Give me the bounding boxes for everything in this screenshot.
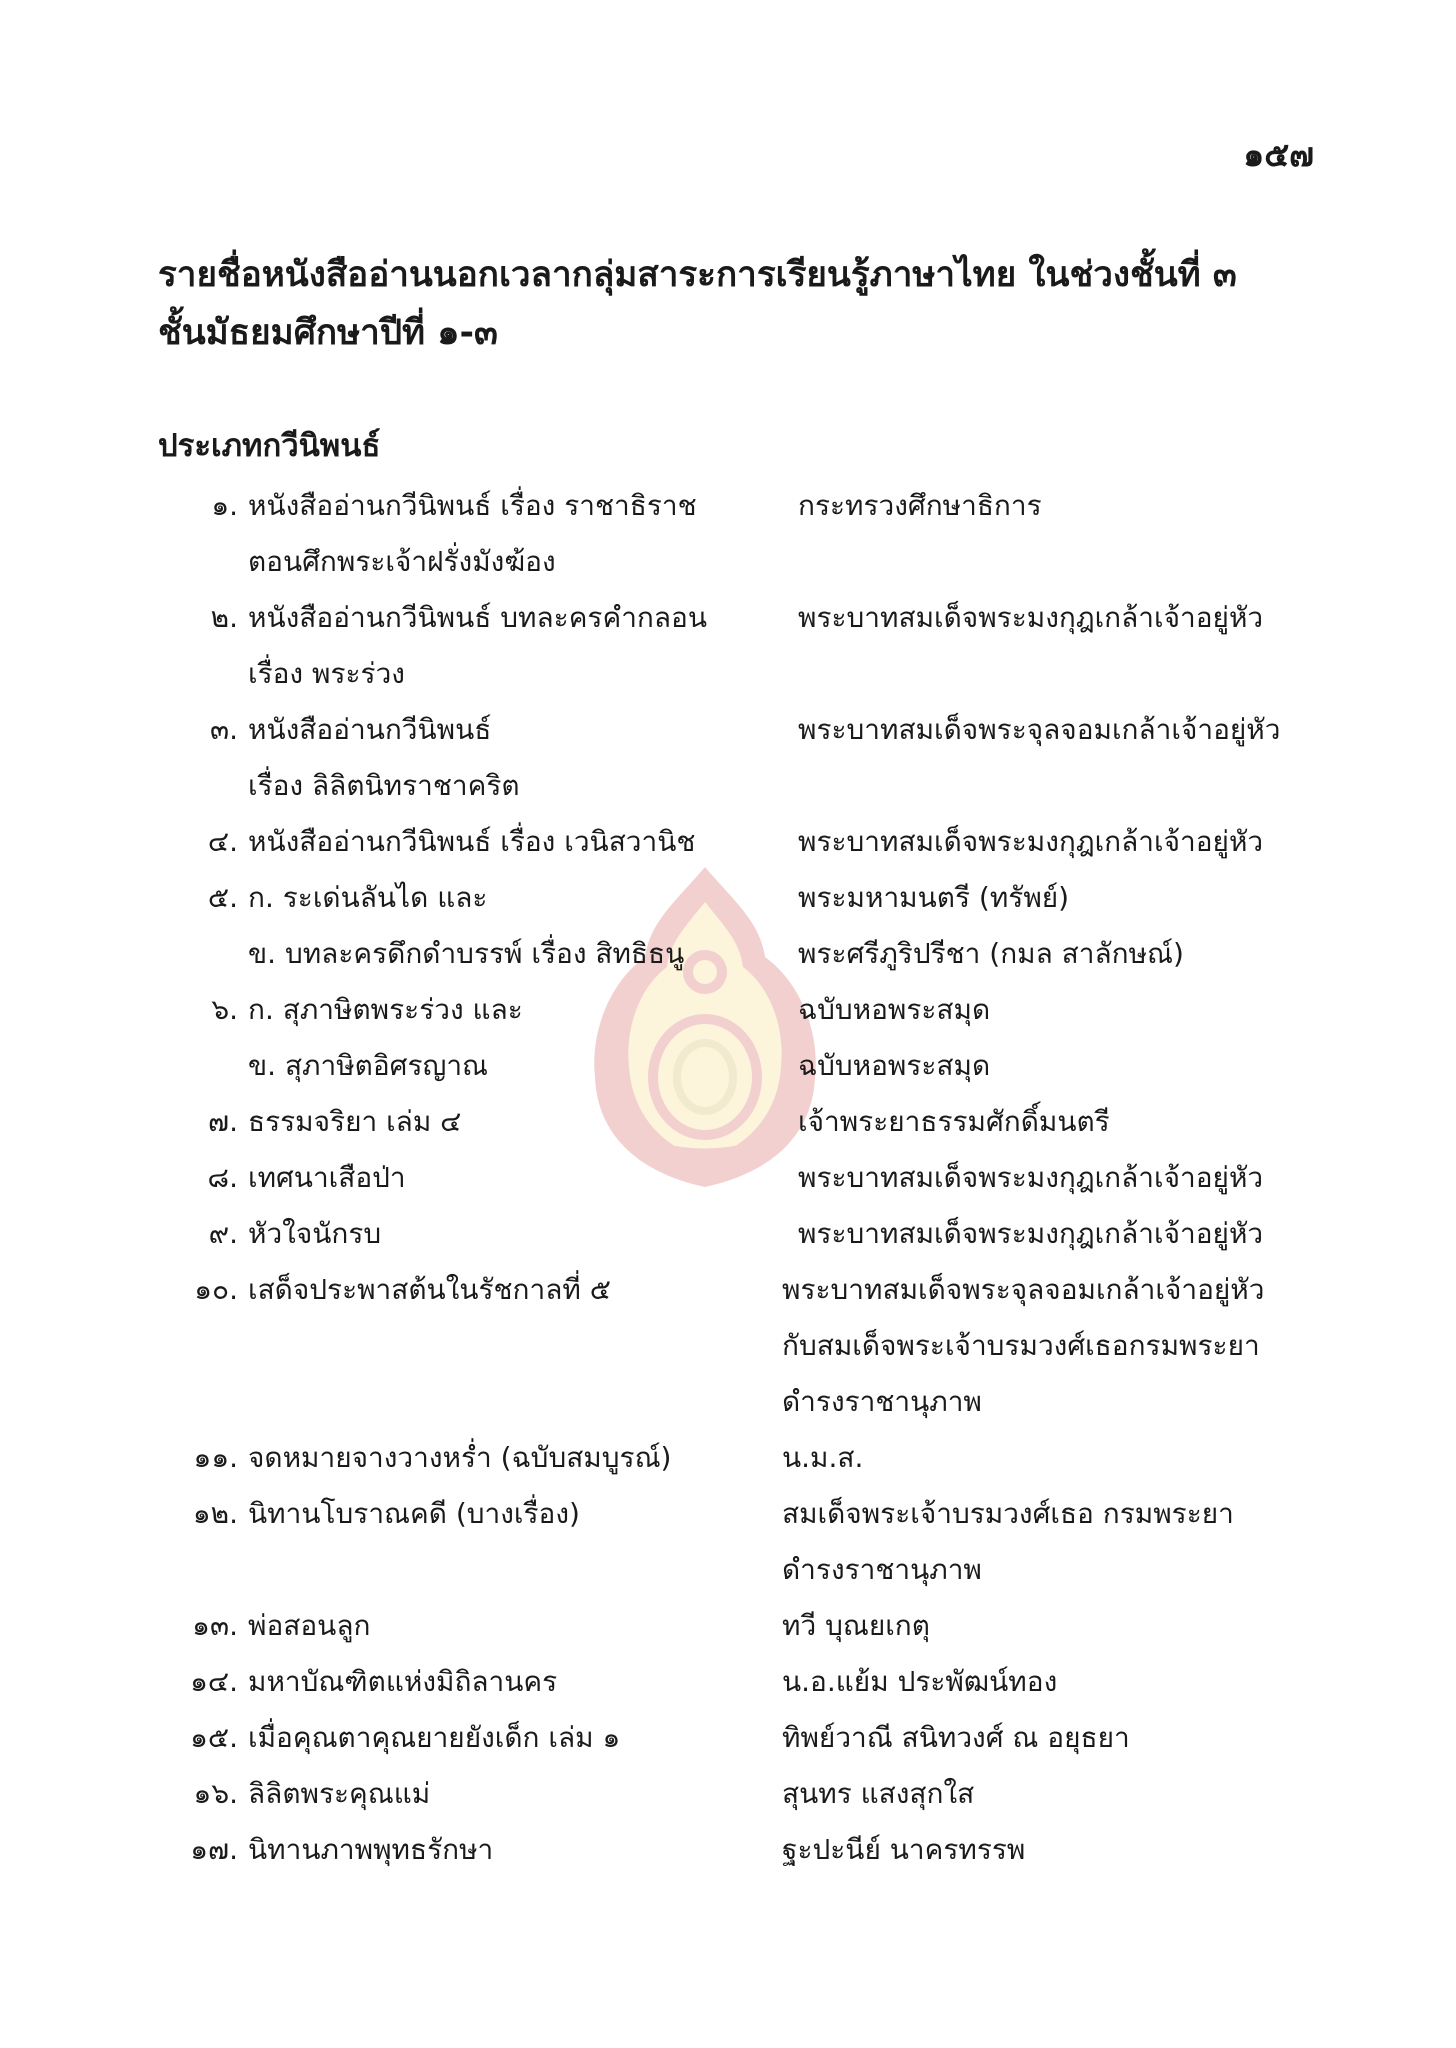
list-item (158, 1766, 1338, 1822)
item-author: พระบาทสมเด็จพระจุลจอมเกล้าเจ้าอยู่หัว (782, 1273, 1265, 1306)
list-item (158, 646, 1338, 702)
item-title: เทศนาเสือป่า (248, 1161, 406, 1194)
item-author: พระบาทสมเด็จพระจุลจอมเกล้าเจ้าอยู่หัว (798, 713, 1281, 746)
item-number: ๒. (210, 601, 238, 634)
item-author: ทิพย์วาณี สนิทวงศ์ ณ อยุธยา (782, 1721, 1130, 1754)
item-number: ๑๖. (193, 1777, 238, 1810)
item-author: เจ้าพระยาธรรมศักดิ์มนตรี (798, 1105, 1110, 1138)
list-item (158, 1542, 1338, 1598)
item-title: ข. บทละครดึกดำบรรพ์ เรื่อง สิทธิธนู (248, 937, 685, 970)
item-title: ข. สุภาษิตอิศรญาณ (248, 1049, 489, 1082)
list-item (158, 926, 1338, 982)
page-number: ๑๕๗ (1243, 135, 1314, 174)
item-number: ๑๔. (190, 1665, 238, 1698)
item-author: พระศรีภูริปรีชา (กมล สาลักษณ์) (798, 937, 1184, 970)
list-item (158, 1262, 1338, 1318)
list-item (158, 870, 1338, 926)
item-title: หนังสืออ่านกวีนิพนธ์ เรื่อง เวนิสวานิช (248, 825, 696, 858)
item-author: ฐะปะนีย์ นาครทรรพ (782, 1833, 1026, 1866)
page-title (158, 246, 1338, 362)
list-item (158, 814, 1338, 870)
item-author: น.อ.แย้ม ประพัฒน์ทอง (782, 1665, 1058, 1698)
list-item (158, 1094, 1338, 1150)
item-title: หนังสืออ่านกวีนิพนธ์ (248, 713, 492, 746)
list-item (158, 1710, 1338, 1766)
item-number: ๖. (211, 993, 238, 1026)
item-title: หนังสืออ่านกวีนิพนธ์ บทละครคำกลอน (248, 601, 707, 634)
item-number: ๑๐. (194, 1273, 238, 1306)
book-list (158, 478, 1338, 1878)
item-number: ๔. (207, 825, 238, 858)
item-title: หนังสืออ่านกวีนิพนธ์ เรื่อง ราชาธิราช (248, 489, 697, 522)
list-item (158, 1486, 1338, 1542)
list-item (158, 1318, 1338, 1374)
list-item (158, 758, 1338, 814)
section-heading: ประเภทกวีนิพนธ์ (158, 428, 381, 464)
item-title: พ่อสอนลูก (248, 1609, 371, 1642)
item-title: เรื่อง ลิลิตนิทราชาคริต (248, 769, 520, 802)
list-item (158, 1374, 1338, 1430)
item-number: ๘. (207, 1161, 238, 1194)
item-author: พระบาทสมเด็จพระมงกุฎเกล้าเจ้าอยู่หัว (798, 1217, 1264, 1250)
list-item (158, 1038, 1338, 1094)
list-item (158, 702, 1338, 758)
item-title: ธรรมจริยา เล่ม ๔ (248, 1105, 462, 1138)
item-title: เสด็จประพาสต้นในรัชกาลที่ ๕ (248, 1273, 611, 1306)
item-number: ๑. (211, 489, 238, 522)
list-item (158, 534, 1338, 590)
list-item (158, 1150, 1338, 1206)
item-title: ก. ระเด่นลันได และ (248, 881, 488, 914)
item-author: พระมหามนตรี (ทรัพย์) (798, 881, 1070, 914)
item-number: ๑๗. (190, 1833, 238, 1866)
list-item (158, 1598, 1338, 1654)
list-item (158, 1654, 1338, 1710)
item-title: ลิลิตพระคุณแม่ (248, 1777, 431, 1810)
item-title: นิทานโบราณคดี (บางเรื่อง) (248, 1497, 580, 1530)
item-author: ฉบับหอพระสมุด (798, 1049, 991, 1082)
item-author: ดำรงราชานุภาพ (782, 1553, 982, 1586)
item-author: กับสมเด็จพระเจ้าบรมวงศ์เธอกรมพระยา (782, 1329, 1260, 1362)
item-author: พระบาทสมเด็จพระมงกุฎเกล้าเจ้าอยู่หัว (798, 825, 1264, 858)
list-item (158, 590, 1338, 646)
title-line-1: รายชื่อหนังสืออ่านนอกเวลากลุ่มสาระการเรียนรู้ภาษาไทย ในช่วงชั้นที่ ๓ (158, 255, 1237, 295)
list-item (158, 982, 1338, 1038)
item-author: กระทรวงศึกษาธิการ (798, 489, 1042, 522)
item-number: ๙. (208, 1217, 238, 1250)
item-author: ทวี บุณยเกตุ (782, 1609, 930, 1642)
item-author: สุนทร แสงสุกใส (782, 1777, 975, 1810)
item-title: มหาบัณฑิตแห่งมิถิลานคร (248, 1665, 558, 1698)
list-item (158, 1430, 1338, 1486)
item-author: สมเด็จพระเจ้าบรมวงศ์เธอ กรมพระยา (782, 1497, 1234, 1530)
item-number: ๗. (208, 1105, 238, 1138)
item-number: ๑๒. (192, 1497, 238, 1530)
item-title: ก. สุภาษิตพระร่วง และ (248, 993, 523, 1026)
item-title: จดหมายจางวางหร่ำ (ฉบับสมบูรณ์) (248, 1441, 672, 1474)
item-author: ดำรงราชานุภาพ (782, 1385, 982, 1418)
item-title: เมื่อคุณตาคุณยายยังเด็ก เล่ม ๑ (248, 1721, 621, 1754)
item-author: พระบาทสมเด็จพระมงกุฎเกล้าเจ้าอยู่หัว (798, 601, 1264, 634)
item-title: นิทานภาพพุทธรักษา (248, 1833, 494, 1866)
list-item (158, 1822, 1338, 1878)
item-author: น.ม.ส. (782, 1441, 864, 1474)
item-number: ๑๕. (190, 1721, 238, 1754)
item-number: ๕. (207, 881, 238, 914)
item-author: พระบาทสมเด็จพระมงกุฎเกล้าเจ้าอยู่หัว (798, 1161, 1264, 1194)
list-item (158, 1206, 1338, 1262)
item-number: ๑๓. (192, 1609, 238, 1642)
item-author: ฉบับหอพระสมุด (798, 993, 991, 1026)
list-item (158, 478, 1338, 534)
item-number: ๑๑. (193, 1441, 238, 1474)
item-title: เรื่อง พระร่วง (248, 657, 405, 690)
title-line-2: ชั้นมัธยมศึกษาปีที่ ๑-๓ (158, 313, 498, 353)
item-number: ๓. (209, 713, 238, 746)
item-title: ตอนศึกพระเจ้าฝรั่งมังฆ้อง (248, 545, 556, 578)
item-title: หัวใจนักรบ (248, 1217, 382, 1250)
